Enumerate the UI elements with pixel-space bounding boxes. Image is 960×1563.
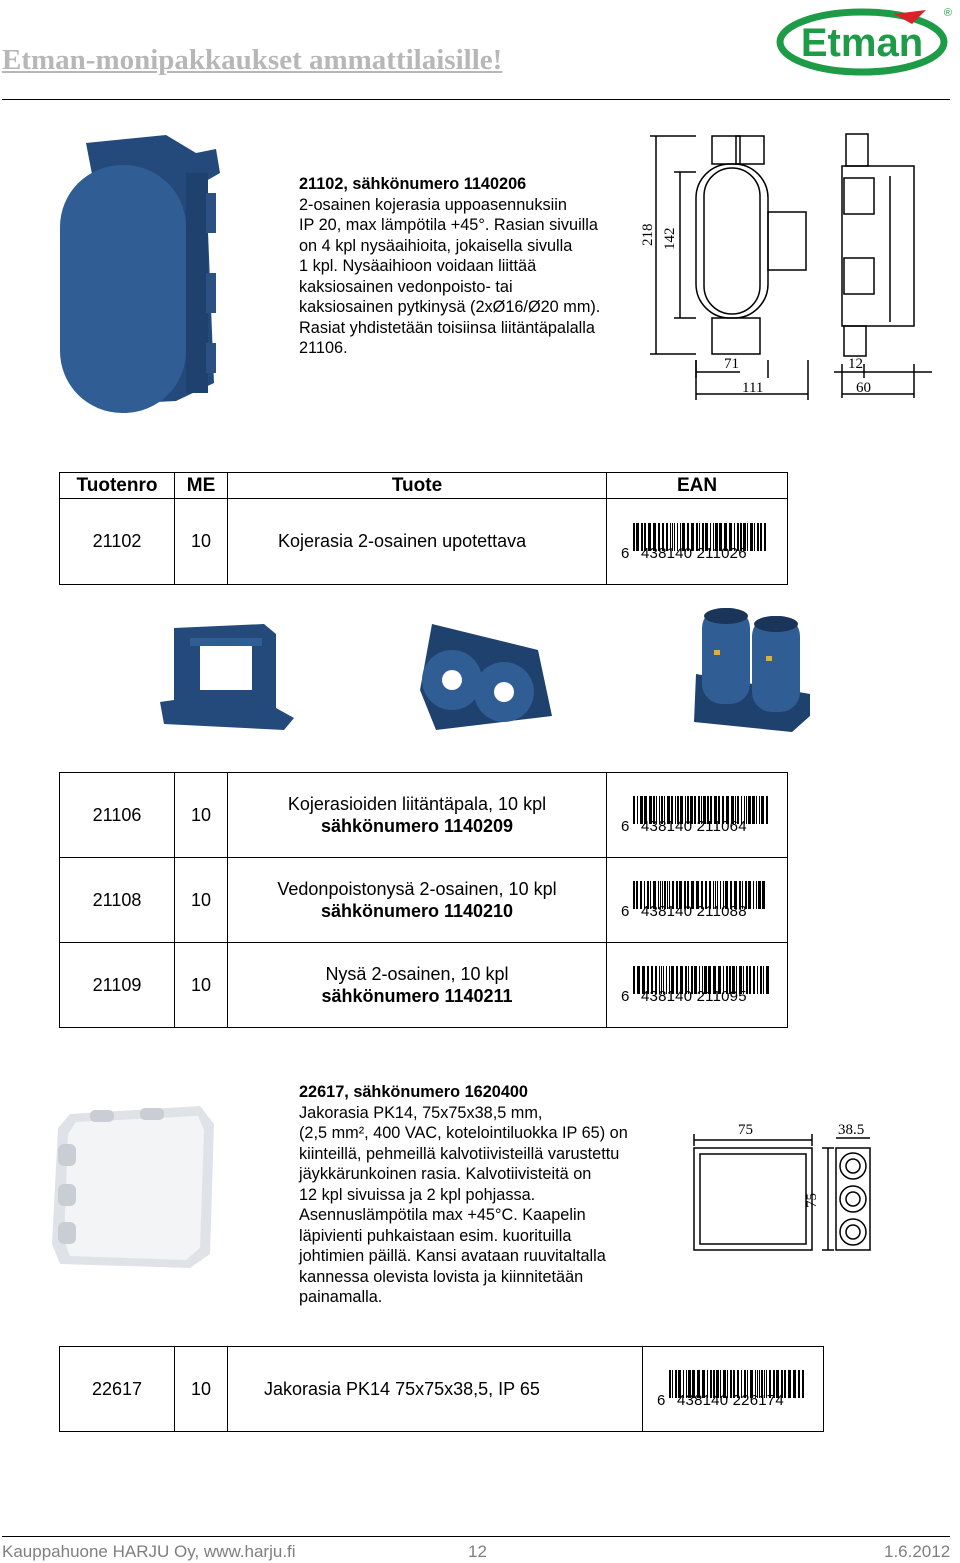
barcode [607, 946, 787, 1024]
jakorasia-drawing-icon [688, 1116, 884, 1256]
jakorasia-desc-line: kiinteillä, pehmeillä kalvotiivisteillä varustettu [299, 1144, 620, 1163]
jakorasia-product-image [50, 1104, 216, 1270]
jakorasia-desc-line: johtimien päillä. Kansi avataan ruuvitaltalla [299, 1247, 606, 1265]
kojerasia-product-image [56, 133, 228, 415]
product-name [228, 858, 607, 943]
product-table-accessories [59, 772, 788, 1028]
ean-cell [607, 858, 788, 943]
liitantapala-image-icon [160, 622, 296, 734]
kojerasia-desc-line: 21106. [299, 339, 348, 357]
barcode [607, 776, 787, 854]
jakorasia-desc-line: läpivienti puhkaistaan esim. kuorituilla [299, 1226, 572, 1245]
footer-divider [2, 1536, 950, 1537]
jakorasia-desc-line: jäykkärunkoinen rasia. Kalvotiivisteitä on [299, 1165, 592, 1183]
ean-digits: 438140 226174 [677, 1392, 784, 1409]
jakorasia-desc-line: (2,5 mm², 400 VAC, kotelointiluokka IP 65) on [299, 1124, 628, 1142]
product-electric-number: sähkönumero 1140211 [321, 986, 513, 1006]
package-quantity: 10 [175, 1347, 228, 1432]
barcode [643, 1350, 823, 1428]
jakorasia-desc-line: Asennuslämpötila max +45°C. Kaapelin [299, 1206, 586, 1224]
package-quantity: 10 [175, 943, 228, 1028]
product-name-line: Nysä 2-osainen, 10 kpl [325, 964, 509, 984]
ean-digits: 438140 211026 [641, 544, 747, 562]
ean-first-digit: 6 [621, 818, 630, 835]
jakorasia-desc-line: kannessa olevista lovista ja kiinnitetään [299, 1267, 584, 1286]
kojerasia-desc-line: on 4 kpl nysäaihioita, jokaisella sivulla [299, 236, 573, 255]
jakorasia-desc-line: Jakorasia PK14, 75x75x38,5 mm, [299, 1103, 543, 1122]
footer-company: Kauppahuone HARJU Oy, www.harju.fi [2, 1542, 296, 1561]
footer-page-number: 12 [468, 1542, 487, 1561]
package-quantity: 10 [175, 773, 228, 858]
table-row [60, 858, 788, 943]
product-name: Kojerasia 2-osainen upotettava [228, 499, 607, 585]
logo-registered-mark: ® [943, 7, 952, 19]
page-title: Etman-monipakkaukset ammattilaisille! [2, 44, 503, 76]
dimension-12: 12 [848, 356, 863, 372]
vedonpoistonysa-image [412, 620, 556, 740]
product-number: 21102 [60, 499, 175, 585]
product-table-kojerasia [59, 472, 788, 585]
header-tuote: Tuote [228, 473, 607, 499]
title-divider [2, 99, 950, 100]
barcode [607, 861, 787, 939]
kojerasia-desc-line: kaksiosainen pytkinysä (2xØ16/Ø20 mm). [299, 298, 601, 316]
dimension-75-height: 75 [804, 1193, 820, 1208]
dimension-142: 142 [662, 227, 678, 250]
nysa-image-icon [692, 604, 816, 734]
ean-digits: 438140 211064 [641, 818, 747, 835]
header-tuotenro: Tuotenro [60, 473, 175, 499]
ean-first-digit: 6 [621, 988, 630, 1005]
dimension-60: 60 [856, 380, 871, 396]
dimension-218: 218 [640, 223, 656, 246]
product-number: 21109 [60, 943, 175, 1028]
product-number: 22617 [60, 1347, 175, 1432]
kojerasia-description [299, 174, 600, 359]
jakorasia-description [299, 1082, 628, 1308]
product-name-line: Vedonpoistonysä 2-osainen, 10 kpl [277, 879, 557, 899]
kojerasia-drawing-icon [630, 128, 940, 404]
dimension-71: 71 [724, 356, 739, 372]
ean-cell [607, 499, 788, 585]
product-name: Jakorasia PK14 75x75x38,5, IP 65 [228, 1347, 643, 1432]
ean-first-digit: 6 [621, 544, 630, 562]
etman-logo [776, 4, 956, 76]
jakorasia-desc-line: painamalla. [299, 1288, 383, 1306]
table-row [60, 773, 788, 858]
kojerasia-desc-line: 1 kpl. Nysäaihioon voidaan liittää [299, 257, 537, 275]
footer-date: 1.6.2012 [884, 1542, 951, 1561]
table-row [60, 943, 788, 1028]
product-number: 21108 [60, 858, 175, 943]
product-number: 21106 [60, 773, 175, 858]
ean-cell [607, 943, 788, 1028]
ean-cell [643, 1347, 824, 1432]
ean-first-digit: 6 [657, 1392, 666, 1409]
dimension-75-width: 75 [738, 1122, 753, 1138]
jakorasia-technical-drawing [688, 1116, 884, 1256]
product-electric-number: sähkönumero 1140209 [320, 816, 514, 836]
kojerasia-technical-drawing [630, 128, 940, 404]
product-name [228, 773, 607, 858]
dimension-111: 111 [742, 380, 764, 396]
ean-first-digit: 6 [621, 903, 630, 920]
table-row [60, 1347, 824, 1432]
jakorasia-desc-line: 12 kpl sivuissa ja 2 kpl pohjassa. [299, 1185, 536, 1204]
logo-text: Etman [800, 21, 924, 65]
ean-digits: 438140 211095 [641, 988, 747, 1005]
package-quantity: 10 [175, 858, 228, 943]
dimension-38-5: 38.5 [838, 1122, 865, 1138]
etman-logo-icon [776, 4, 956, 76]
kojerasia-desc-line: IP 20, max lämpötila +45°. Rasian sivuilla [299, 216, 598, 234]
kojerasia-desc-line: Rasiat yhdistetään toisiinsa liitäntäpalalla [299, 318, 595, 337]
product-table-jakorasia [59, 1346, 824, 1432]
product-name [228, 943, 607, 1028]
ean-digits: 438140 211088 [641, 903, 747, 920]
table-row [60, 499, 788, 585]
vedonpoistonysa-image-icon [412, 620, 556, 740]
product-electric-number: sähkönumero 1140210 [320, 901, 514, 921]
product-name-line: Kojerasioiden liitäntäpala, 10 kpl [287, 794, 547, 814]
barcode [607, 503, 787, 581]
ean-cell [607, 773, 788, 858]
header-me: ME [175, 473, 228, 499]
kojerasia-desc-line: kaksiosainen vedonpoisto- tai [299, 277, 513, 296]
kojerasia-image-icon [56, 133, 228, 415]
kojerasia-heading: 21102, sähkönumero 1140206 [299, 175, 527, 193]
liitantapala-image [160, 622, 296, 734]
kojerasia-desc-line: 2-osainen kojerasia uppoasennuksiin [299, 195, 567, 214]
package-quantity: 10 [175, 499, 228, 585]
jakorasia-heading: 22617, sähkönumero 1620400 [299, 1083, 528, 1101]
nysa-image [692, 604, 816, 734]
table-header-row [60, 473, 788, 499]
jakorasia-image-icon [50, 1104, 216, 1270]
header-ean: EAN [607, 473, 788, 499]
